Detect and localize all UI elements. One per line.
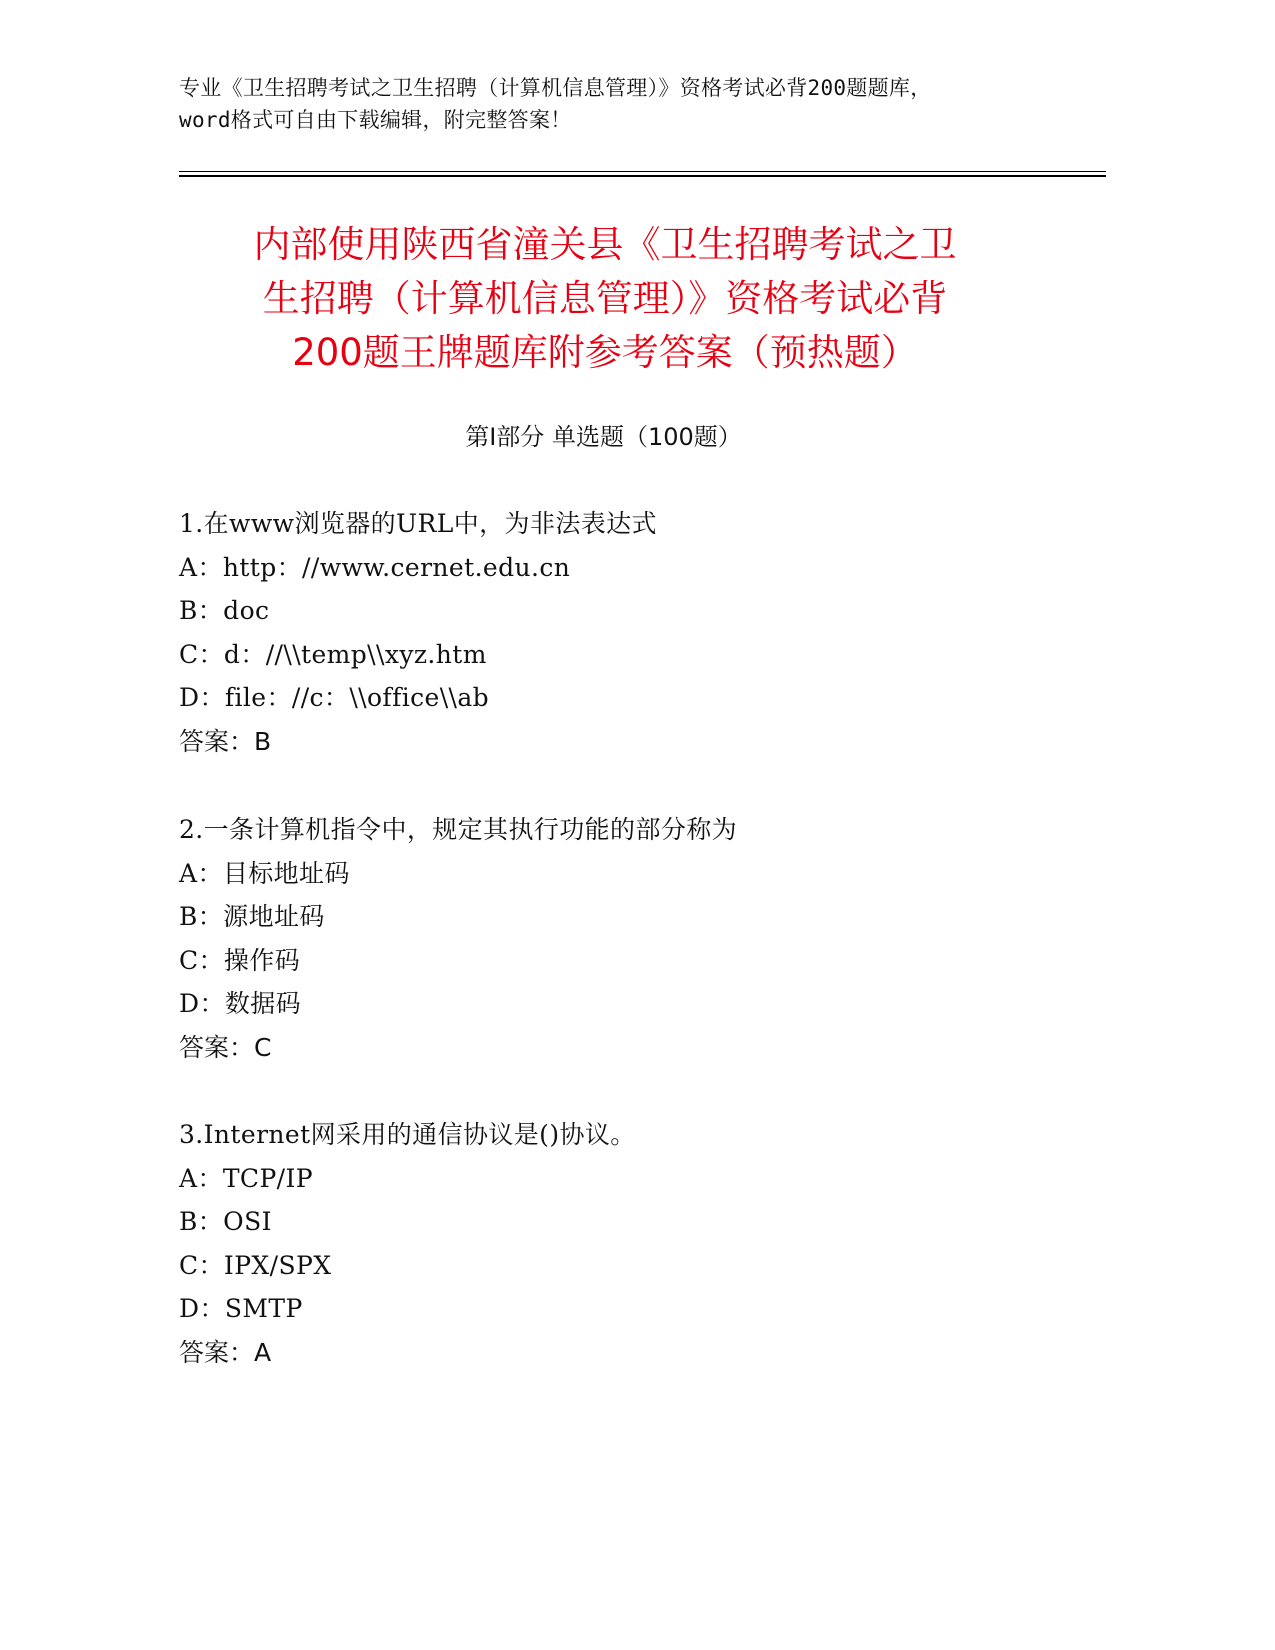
document-title-line-2: 生招聘（计算机信息管理）》资格考试必背 bbox=[262, 277, 948, 320]
option-b: B：doc bbox=[179, 596, 270, 625]
document-title-line-1: 内部使用陕西省潼关县《卫生招聘考试之卫 bbox=[253, 223, 957, 266]
answer-line: 答案：C bbox=[179, 1032, 272, 1062]
question-item bbox=[179, 502, 1079, 763]
option-c: C：IPX/SPX bbox=[179, 1250, 332, 1280]
question-stem: 2.一条计算机指令中，规定其执行功能的部分称为 bbox=[179, 815, 738, 844]
header-divider-thin bbox=[179, 171, 1106, 172]
question-item bbox=[179, 1113, 1079, 1374]
option-a: A：http：//www.cernet.edu.cn bbox=[179, 552, 571, 582]
answer-line: 答案：B bbox=[179, 726, 272, 756]
option-b: B：OSI bbox=[179, 1207, 272, 1236]
option-b: B：源地址码 bbox=[179, 902, 325, 931]
header-divider-thick bbox=[179, 175, 1106, 177]
question-stem: 3.Internet网采用的通信协议是()协议。 bbox=[179, 1120, 636, 1149]
option-d: D：SMTP bbox=[179, 1294, 303, 1323]
question-stem: 1.在www浏览器的URL中，为非法表达式 bbox=[179, 509, 657, 538]
question-item bbox=[179, 808, 1079, 1069]
document-title-line-3: 200题王牌题库附参考答案（预热题） bbox=[292, 331, 918, 374]
option-c: C：d：//\\temp\\xyz.htm bbox=[179, 639, 487, 669]
option-d: D：file：//c：\\office\\ab bbox=[179, 683, 490, 712]
option-a: A：TCP/IP bbox=[179, 1163, 313, 1193]
option-d: D：数据码 bbox=[179, 989, 302, 1018]
header-note bbox=[179, 72, 1079, 136]
answer-line: 答案：A bbox=[179, 1337, 272, 1367]
section-heading: 第Ⅰ部分 单选题（100题） bbox=[465, 423, 742, 451]
header-note-line-1: 专业《卫生招聘考试之卫生招聘（计算机信息管理）》资格考试必背200题题库， bbox=[179, 76, 932, 100]
option-c: C：操作码 bbox=[179, 945, 301, 975]
option-a: A：目标地址码 bbox=[179, 858, 350, 888]
header-note-line-2: word格式可自由下载编辑，附完整答案！ bbox=[179, 108, 572, 132]
document-title bbox=[170, 218, 1040, 380]
